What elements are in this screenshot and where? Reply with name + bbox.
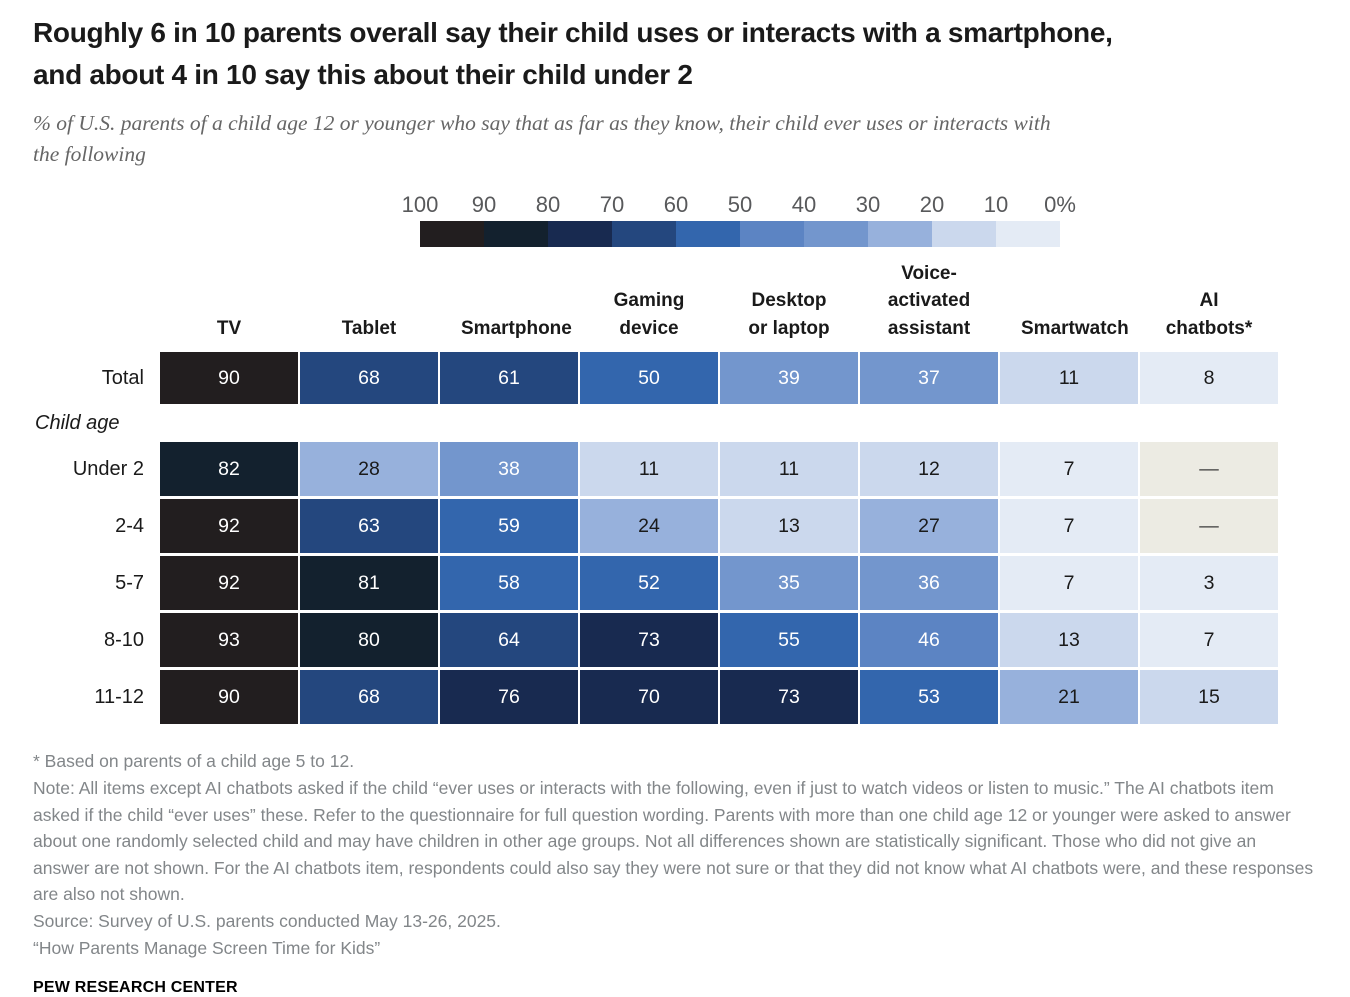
- column-header-label: Smartphone: [461, 317, 572, 339]
- color-scale-swatch: [484, 221, 548, 247]
- heatmap-cell: 11: [580, 442, 718, 496]
- color-scale-tick-label: 40: [791, 192, 817, 218]
- color-scale-tick-label: 30: [855, 192, 881, 218]
- heatmap-cell: 73: [580, 613, 718, 667]
- color-scale-tick-labels: [401, 192, 1076, 218]
- color-scale-tick-label: 10: [983, 192, 1009, 218]
- chart-subtitle-line-2: the following: [33, 142, 146, 167]
- heatmap-cell: 92: [160, 499, 298, 553]
- heatmap-cell: 82: [160, 442, 298, 496]
- section-row-spacer: [580, 407, 718, 439]
- heatmap-cell: 90: [160, 352, 298, 404]
- section-row-spacer: [300, 407, 438, 439]
- column-header-label: Desktop or laptop: [748, 290, 830, 339]
- section-row-spacer: [860, 407, 998, 439]
- heatmap-cell: 61: [440, 352, 578, 404]
- chart-subtitle: [33, 108, 1317, 170]
- chart-subtitle-line-1: % of U.S. parents of a child age 12 or younger who say that as far as they know, their child ever uses or interacts with: [33, 111, 1051, 135]
- footnote-note: Note: All items except AI chatbots asked if the child “ever uses or interacts with the following, even if just to watch videos or listen to music.” The AI chatbots item asked if the child “ever uses” these. Refer to the questionnaire for full question wording. Parents with more than one child age 12 or younger were asked to answer about one randomly selected child and may have children in other age groups. Not all differences shown are statistically significant. Those who did not give an answer are not shown. For the AI chatbots item, respondents could also say they were not sure or that they did not know what AI chatbots were, and these responses are also not shown.: [33, 777, 1314, 905]
- heatmap-cell: 12: [860, 442, 998, 496]
- color-scale-tick-label: 50: [727, 192, 753, 218]
- table-corner-spacer: [33, 255, 158, 349]
- color-scale-swatch: [804, 221, 868, 247]
- column-header: [300, 255, 438, 349]
- heatmap-cell: 8: [1140, 352, 1278, 404]
- column-header: [860, 255, 998, 349]
- column-header-label: Voice-activated assistant: [887, 262, 971, 339]
- heatmap-cell: 7: [1140, 613, 1278, 667]
- heatmap-cell: 70: [580, 670, 718, 724]
- heatmap-cell: 73: [720, 670, 858, 724]
- missing-cell: —: [1140, 442, 1278, 496]
- heatmap-cell: 80: [300, 613, 438, 667]
- chart-title: [33, 12, 1317, 96]
- heatmap-cell: 13: [720, 499, 858, 553]
- heatmap-cell: 24: [580, 499, 718, 553]
- color-scale-swatch: [612, 221, 676, 247]
- heatmap-cell: 68: [300, 352, 438, 404]
- heatmap-cell: 7: [1000, 442, 1138, 496]
- heatmap-cell: 76: [440, 670, 578, 724]
- heatmap-cell: 53: [860, 670, 998, 724]
- heatmap-cell: 59: [440, 499, 578, 553]
- color-scale-tick-label: 20: [919, 192, 945, 218]
- heatmap-cell: 7: [1000, 499, 1138, 553]
- heatmap-cell: 55: [720, 613, 858, 667]
- footnote-report-title: “How Parents Manage Screen Time for Kids”: [33, 937, 381, 958]
- section-row-spacer: [160, 407, 298, 439]
- footnotes: [33, 748, 1317, 961]
- color-scale-swatch: [932, 221, 996, 247]
- heatmap-cell: 50: [580, 352, 718, 404]
- column-header: [160, 255, 298, 349]
- column-header: [440, 255, 578, 349]
- heatmap-cell: 7: [1000, 556, 1138, 610]
- color-scale-tick-label: 0%: [1044, 192, 1076, 218]
- color-scale-swatch: [868, 221, 932, 247]
- heatmap-cell: 38: [440, 442, 578, 496]
- color-scale-swatch: [996, 221, 1060, 247]
- pew-research-center-logo-text: PEW RESEARCH CENTER: [33, 979, 238, 997]
- heatmap-cell: 64: [440, 613, 578, 667]
- section-row-spacer: [1000, 407, 1138, 439]
- color-scale-tick-label: 100: [401, 192, 439, 218]
- color-scale-swatch: [548, 221, 612, 247]
- heatmap-cell: 11: [720, 442, 858, 496]
- color-scale-tick-label: 80: [535, 192, 561, 218]
- section-label-child-age: Child age: [35, 411, 120, 434]
- color-scale-swatch: [740, 221, 804, 247]
- heatmap-cell: 46: [860, 613, 998, 667]
- column-header: [1140, 255, 1278, 349]
- column-header-label: Smartwatch: [1021, 317, 1129, 339]
- row-label: 5-7: [115, 571, 144, 594]
- heatmap-table: [33, 255, 1317, 724]
- heatmap-cell: 21: [1000, 670, 1138, 724]
- heatmap-cell: 52: [580, 556, 718, 610]
- color-scale-tick-label: 90: [471, 192, 497, 218]
- column-header: [580, 255, 718, 349]
- footnote-asterisk: * Based on parents of a child age 5 to 12.: [33, 751, 355, 772]
- chart-title-line-1: Roughly 6 in 10 parents overall say their child uses or interacts with a smartphone,: [33, 17, 1113, 48]
- color-scale-swatch: [420, 221, 484, 247]
- column-header: [1000, 255, 1138, 349]
- row-label: Under 2: [72, 457, 144, 480]
- column-header-label: Gaming device: [613, 290, 685, 339]
- color-scale-swatch: [676, 221, 740, 247]
- row-label: Total: [101, 366, 144, 389]
- heatmap-cell: 90: [160, 670, 298, 724]
- heatmap-cell: 11: [1000, 352, 1138, 404]
- heatmap-cell: 13: [1000, 613, 1138, 667]
- heatmap-cell: 93: [160, 613, 298, 667]
- column-header-label: AI chatbots*: [1165, 290, 1253, 339]
- chart-title-line-2: and about 4 in 10 say this about their child under 2: [33, 59, 693, 90]
- row-label: 11-12: [94, 685, 144, 708]
- heatmap-cell: 58: [440, 556, 578, 610]
- heatmap-cell: 28: [300, 442, 438, 496]
- heatmap-cell: 27: [860, 499, 998, 553]
- row-label: 2-4: [115, 514, 144, 537]
- heatmap-cell: 3: [1140, 556, 1278, 610]
- heatmap-cell: 39: [720, 352, 858, 404]
- section-row-spacer: [440, 407, 578, 439]
- heatmap-cell: 36: [860, 556, 998, 610]
- section-row-spacer: [1140, 407, 1278, 439]
- color-scale-swatches: [420, 221, 1060, 247]
- color-scale-tick-label: 60: [663, 192, 689, 218]
- column-header-label: TV: [216, 317, 242, 339]
- footnote-source: Source: Survey of U.S. parents conducted May 13-26, 2025.: [33, 910, 501, 931]
- heatmap-cell: 81: [300, 556, 438, 610]
- color-scale-tick-label: 70: [599, 192, 625, 218]
- heatmap-cell: 35: [720, 556, 858, 610]
- heatmap-cell: 92: [160, 556, 298, 610]
- row-label: 8-10: [103, 628, 144, 651]
- heatmap-cell: 63: [300, 499, 438, 553]
- missing-cell: —: [1140, 499, 1278, 553]
- color-scale-legend: [401, 192, 1076, 247]
- heatmap-cell: 15: [1140, 670, 1278, 724]
- heatmap-cell: 68: [300, 670, 438, 724]
- section-row-spacer: [720, 407, 858, 439]
- heatmap-cell: 37: [860, 352, 998, 404]
- column-header-label: Tablet: [341, 317, 397, 339]
- column-header: [720, 255, 858, 349]
